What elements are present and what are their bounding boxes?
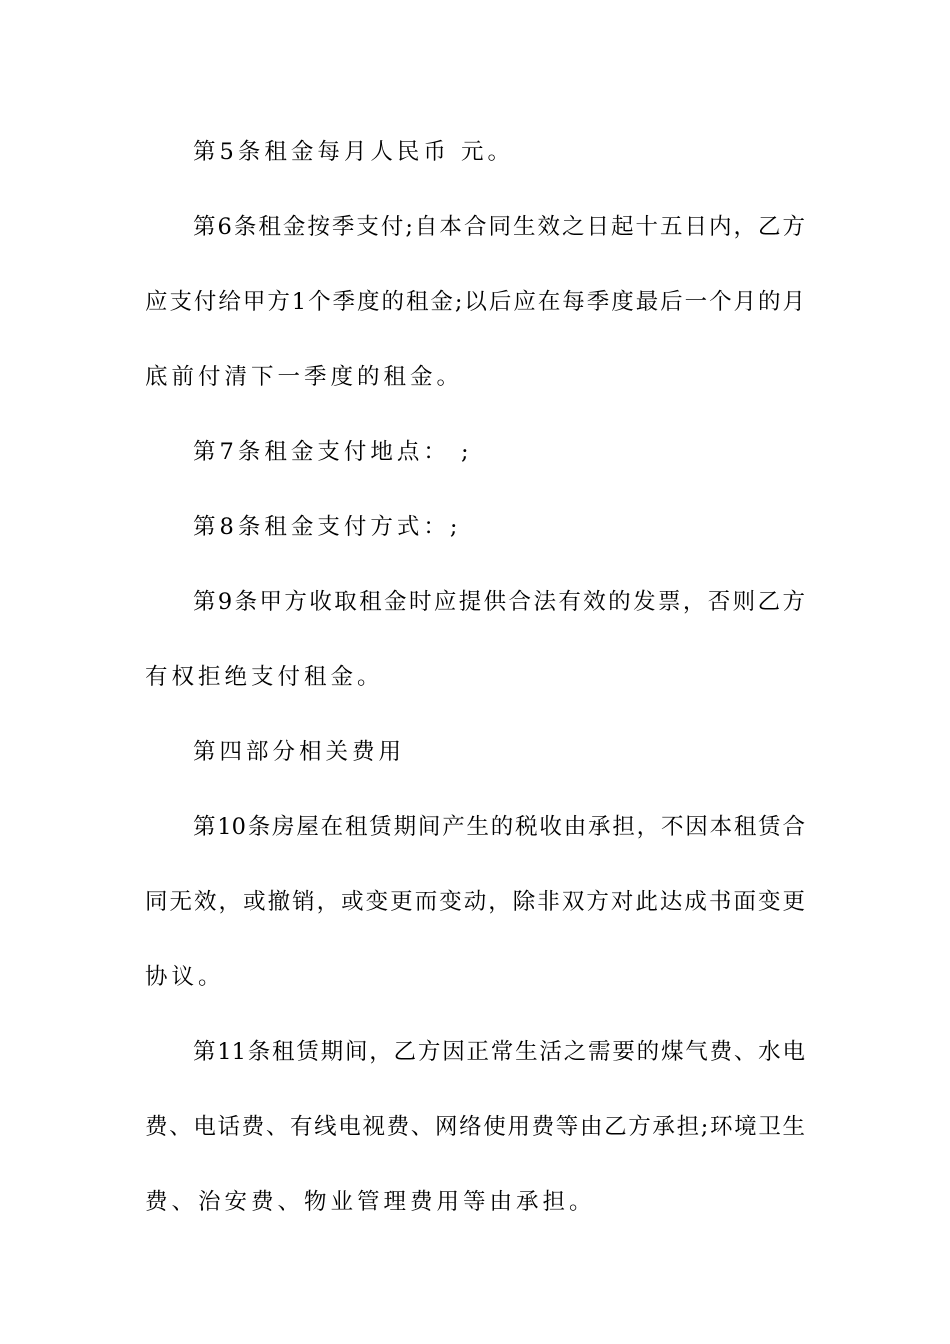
clause-8-line-1: 第8条租金支付方式：;: [193, 514, 462, 540]
clause-11-line-3: 费、治安费、物业管理费用等由承担。: [145, 1189, 596, 1215]
clause-9-line-1: 第9条甲方收取租金时应提供合法有效的发票，否则乙方: [193, 589, 805, 615]
clause-6-line-1: 第6条租金按季支付;自本合同生效之日起十五日内，乙方: [193, 214, 805, 240]
clause-6-line-3: 底前付清下一季度的租金。: [145, 364, 464, 390]
clause-10-line-3: 协议。: [145, 964, 225, 990]
clause-6-line-2: 应支付给甲方1个季度的租金;以后应在每季度最后一个月的月: [145, 289, 805, 315]
section-heading: 第四部分相关费用: [193, 739, 406, 765]
clause-10-line-2: 同无效，或撤销，或变更而变动，除非双方对此达成书面变更: [145, 889, 805, 915]
clause-10-line-1: 第10条房屋在租赁期间产生的税收由承担，不因本租赁合: [193, 814, 805, 840]
clause-11-line-1: 第11条租赁期间，乙方因正常生活之需要的煤气费、水电: [193, 1039, 805, 1065]
clause-11-line-2: 费、电话费、有线电视费、网络使用费等由乙方承担;环境卫生: [145, 1114, 805, 1140]
clause-5-line-1: 第5条租金每月人民币 元。: [193, 139, 514, 165]
clause-7-line-1: 第7条租金支付地点： ;: [193, 439, 473, 465]
clause-9-line-2: 有权拒绝支付租金。: [145, 664, 384, 690]
